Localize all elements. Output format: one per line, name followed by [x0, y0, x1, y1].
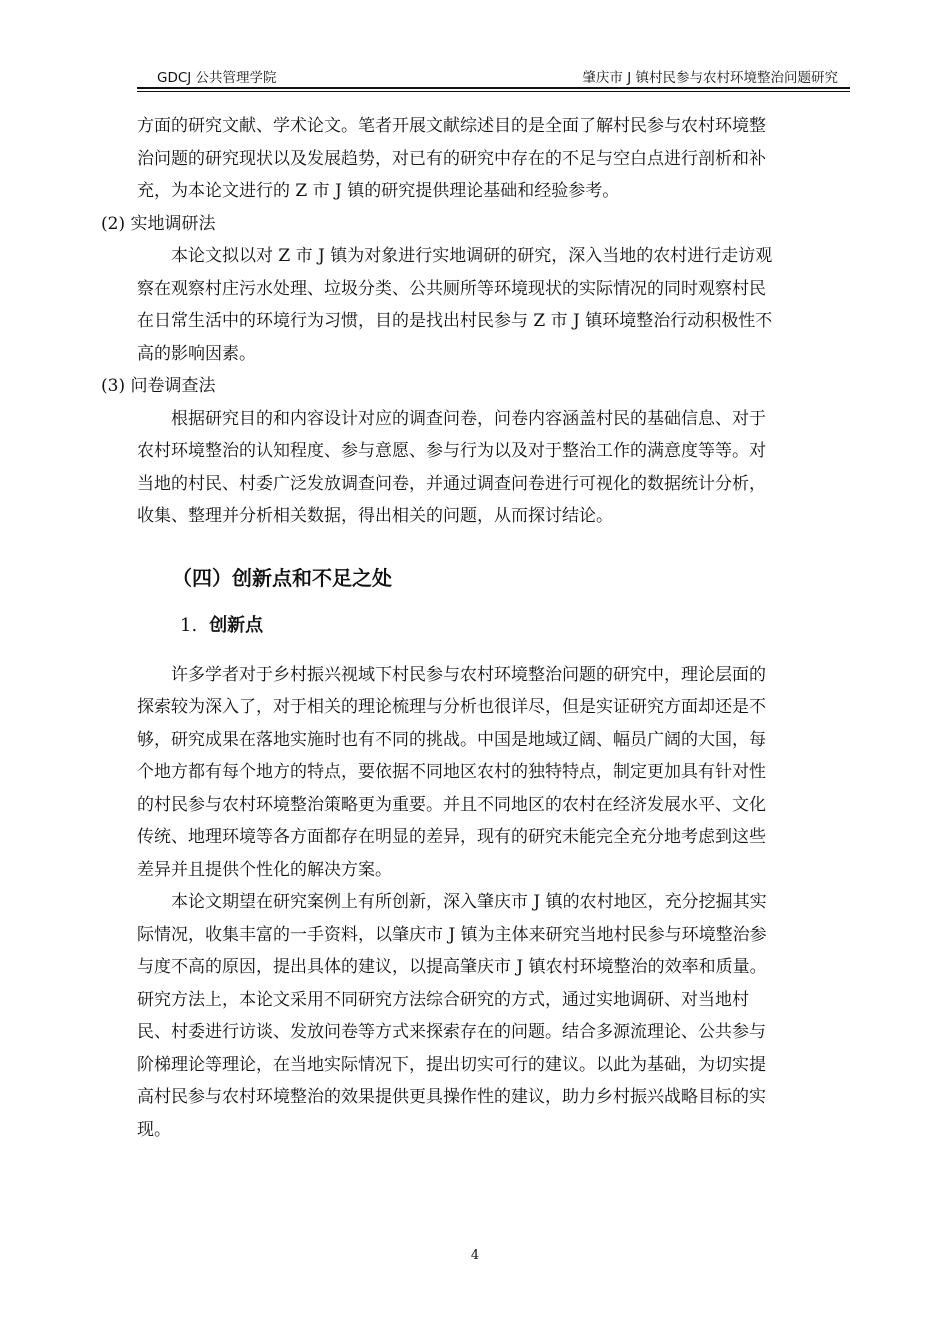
header-school: GDCJ 公共管理学院	[157, 70, 277, 86]
header-rule-thin	[137, 91, 850, 92]
page-body	[101, 110, 857, 1146]
innovation-paragraph-1	[137, 659, 857, 887]
text-line: 差异并且提供个性化的解决方案。	[137, 859, 392, 880]
section-heading: （四）创新点和不足之处	[172, 565, 392, 590]
text-line: 收集、整理并分析相关数据，得出相关的问题，从而探讨结论。	[137, 506, 613, 526]
text-line: 现。	[137, 1119, 171, 1140]
text-line: 在日常生活中的环境行为习惯，目的是找出村民参与 Z 市 J 镇环境整治行动积极性不	[137, 311, 773, 331]
text-line: 本论文期望在研究案例上有所创新，深入肇庆市 J 镇的农村地区，充分挖掘其实	[171, 892, 767, 912]
page-number: 4	[470, 1248, 480, 1263]
questionnaire-paragraph	[137, 403, 857, 533]
text-line: 本论文拟以对 Z 市 J 镇为对象进行实地调研的研究，深入当地的农村进行走访观	[171, 246, 773, 266]
running-header	[137, 66, 850, 88]
text-line: 方面的研究文献、学术论文。笔者开展文献综述目的是全面了解村民参与农村环境整	[137, 116, 766, 136]
method-heading-questionnaire: (3) 问卷调查法	[101, 376, 216, 396]
text-line: 根据研究目的和内容设计对应的调查问卷，问卷内容涵盖村民的基础信息、对于	[171, 408, 766, 429]
text-line: 的村民参与农村环境整治策略更为重要。并且不同地区的农村在经济发展水平、文化	[137, 794, 766, 815]
field-research-paragraph	[137, 240, 857, 370]
header-rule-thick	[137, 87, 850, 89]
text-line: 民、村委进行访谈、发放问卷等方式来探索存在的问题。结合多源流理论、公共参与	[137, 1022, 766, 1042]
text-line: 探索较为深入了，对于相关的理论梳理与分析也很详尽，但是实证研究方面却还是不	[137, 697, 766, 717]
subsection-number: 1.	[180, 614, 198, 636]
text-line: 高村民参与农村环境整治的效果提供更具操作性的建议，助力乡村振兴战略目标的实	[137, 1087, 766, 1107]
text-line: 当地的村民、村委广泛发放调查问卷，并通过调查问卷进行可视化的数据统计分析，	[137, 473, 766, 494]
text-line: 研究方法上，本论文采用不同研究方法综合研究的方式，通过实地调研、对当地村	[137, 989, 749, 1010]
text-line: 充，为本论文进行的 Z 市 J 镇的研究提供理论基础和经验参考。	[137, 181, 620, 201]
header-thesis-title: 肇庆市 J 镇村民参与农村环境整治问题研究	[582, 70, 838, 86]
text-line: 许多学者对于乡村振兴视域下村民参与农村环境整治问题的研究中，理论层面的	[171, 664, 766, 685]
text-line: 阶梯理论等理论，在当地实际情况下，提出切实可行的建议。以此为基础，为切实提	[137, 1054, 766, 1075]
text-line: 够，研究成果在落地实施时也有不同的挑战。中国是地域辽阔、幅员广阔的大国，每	[137, 729, 766, 750]
text-line: 个地方都有每个地方的特点，要依据不同地区农村的独特特点，制定更加具有针对性	[137, 762, 766, 782]
intro-paragraph	[137, 110, 857, 208]
subsection-title: 创新点	[209, 614, 264, 636]
subsection-heading	[180, 611, 857, 641]
innovation-paragraph-2	[137, 886, 857, 1146]
text-line: 察在观察村庄污水处理、垃圾分类、公共厕所等环境现状的实际情况的同时观察村民	[137, 278, 766, 299]
text-line: 高的影响因素。	[137, 343, 256, 364]
text-line: 治问题的研究现状以及发展趋势，对已有的研究中存在的不足与空白点进行剖析和补	[137, 148, 766, 169]
text-line: 际情况，收集丰富的一手资料，以肇庆市 J 镇为主体来研究当地村民参与环境整治参	[137, 924, 767, 945]
text-line: 与度不高的原因，提出具体的建议，以提高肇庆市 J 镇农村环境整治的效率和质量。	[137, 957, 767, 977]
method-heading-field-research: (2) 实地调研法	[101, 213, 216, 234]
text-line: 传统、地理环境等各方面都存在明显的差异，现有的研究未能完全充分地考虑到这些	[137, 827, 766, 847]
text-line: 农村环境整治的认知程度、参与意愿、参与行为以及对于整治工作的满意度等等。对	[137, 441, 766, 461]
